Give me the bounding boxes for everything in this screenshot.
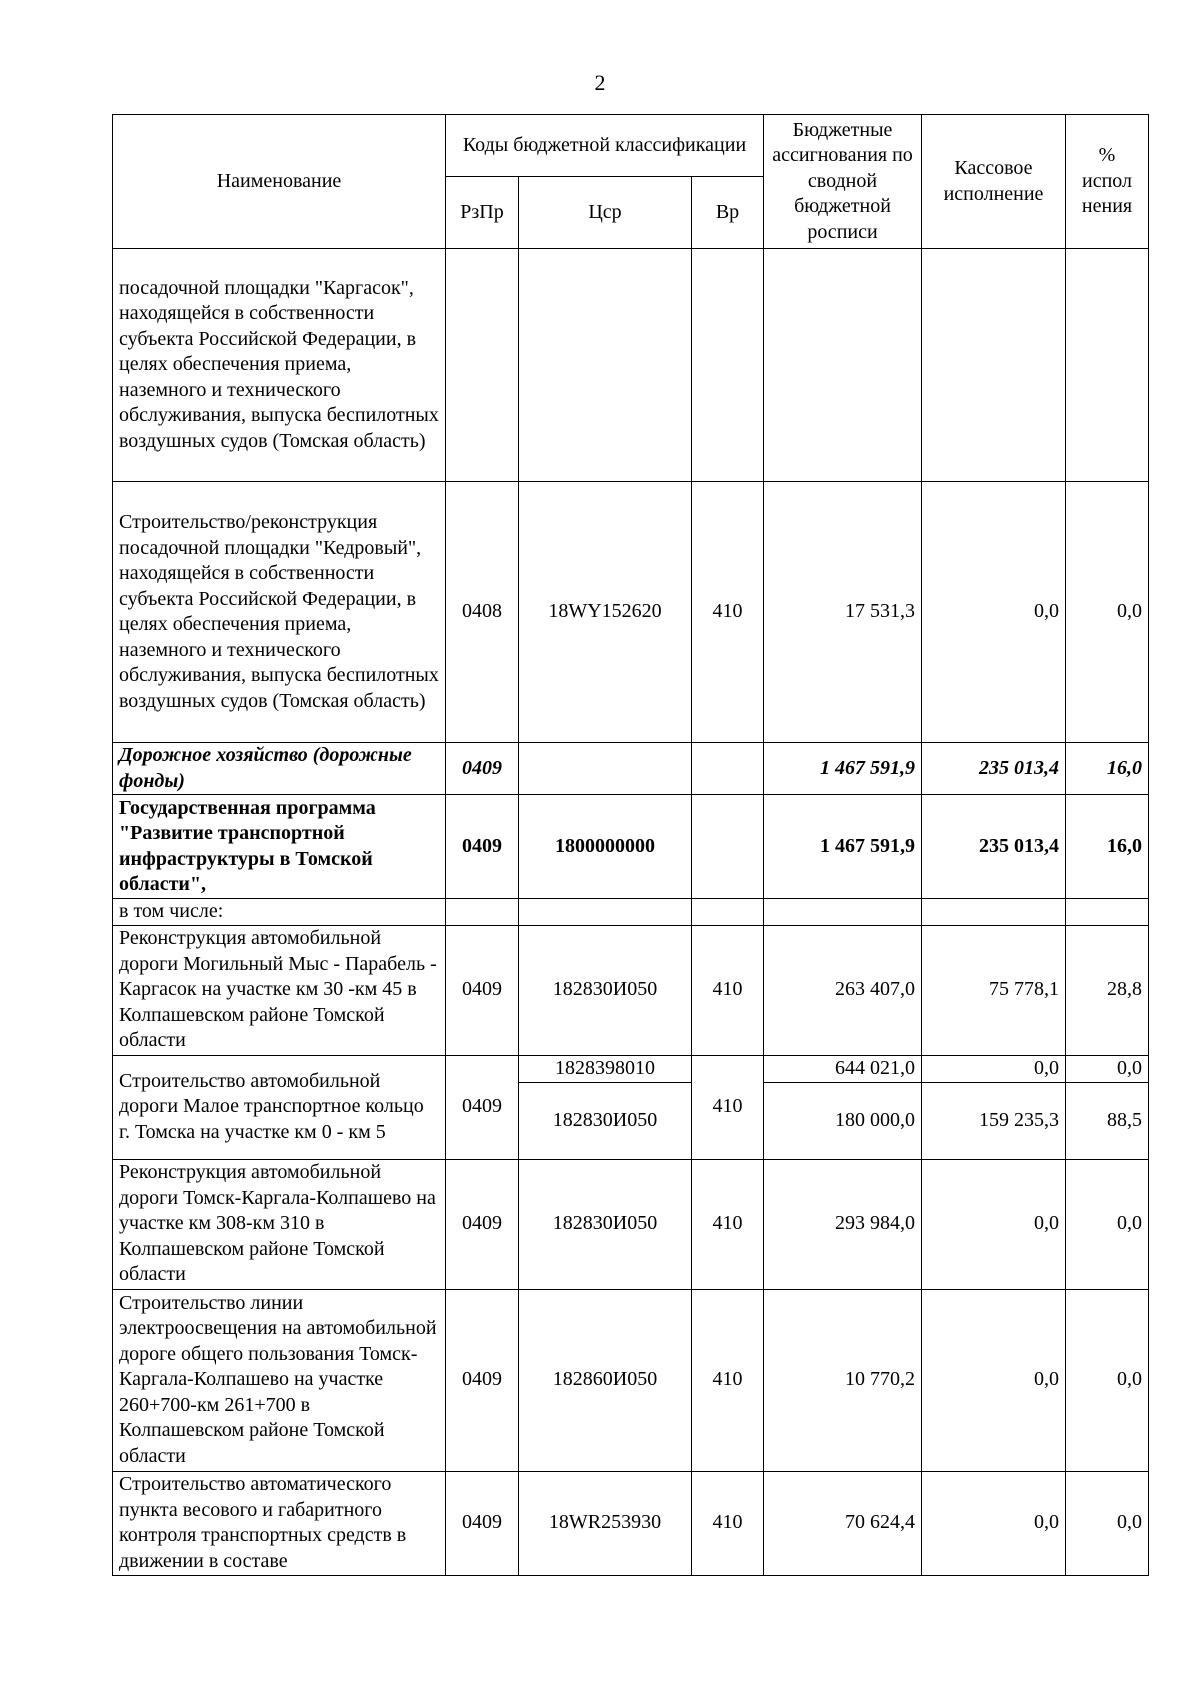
header-codes: Коды бюджетной классификации: [446, 115, 764, 177]
row-csr: [519, 899, 692, 926]
row-name: в том числе:: [113, 899, 446, 926]
row-rzpr: [446, 899, 519, 926]
row-vr: 410: [692, 1289, 764, 1471]
row-cash: 0,0: [922, 1289, 1066, 1471]
row-cash: 75 778,1: [922, 925, 1066, 1055]
row-assign: 1 467 591,9: [764, 743, 922, 795]
table-row: [113, 899, 1149, 926]
table-row: [113, 1471, 1149, 1575]
row-rzpr: 0408: [446, 482, 519, 743]
row-assign: 644 021,0: [764, 1055, 922, 1082]
row-assign: 293 984,0: [764, 1159, 922, 1289]
page-number: 2: [594, 70, 606, 95]
row-csr: 18WY152620: [519, 482, 692, 743]
row-rzpr: 0409: [446, 925, 519, 1055]
table-row: [113, 1055, 1149, 1082]
header-assignments: Бюджетные ассигнования по сводной бюджетной росписи: [764, 115, 922, 249]
row-csr: 182830И050: [519, 1082, 692, 1159]
row-name: Реконструкция автомобильной дороги Могильный Мыс - Парабель - Каргасок на участке км 30 -км 45 в Колпашевском районе Томской области: [113, 925, 446, 1055]
row-pct: 0,0: [1066, 1055, 1149, 1082]
row-pct: 0,0: [1066, 1471, 1149, 1575]
row-assign: [764, 249, 922, 482]
header-name: Наименование: [113, 115, 446, 249]
row-pct: 16,0: [1066, 795, 1149, 899]
row-pct: [1066, 249, 1149, 482]
row-csr: 1828398010: [519, 1055, 692, 1082]
row-pct: 0,0: [1066, 1289, 1149, 1471]
row-csr: 182830И050: [519, 1159, 692, 1289]
row-name: Строительство автоматического пункта весового и габаритного контроля транспортных средств в движении в составе: [113, 1471, 446, 1575]
table-row: [113, 1159, 1149, 1289]
row-csr: 1800000000: [519, 795, 692, 899]
row-rzpr: [446, 249, 519, 482]
table-row: [113, 743, 1149, 795]
row-cash: 235 013,4: [922, 743, 1066, 795]
row-rzpr: 0409: [446, 1055, 519, 1159]
row-name: Государственная программа "Развитие транспортной инфраструктуры в Томской области",: [113, 795, 446, 899]
header-rzpr: РзПр: [446, 177, 519, 249]
row-name: посадочной площадки "Каргасок", находящейся в собственности субъекта Российской Федерации, в целях обеспечения приема, наземного и технического обслуживания, выпуска беспилотных воздушных судов (Томская область): [113, 249, 446, 482]
row-vr: [692, 899, 764, 926]
row-vr: 410: [692, 925, 764, 1055]
row-vr: [692, 795, 764, 899]
row-assign: 17 531,3: [764, 482, 922, 743]
row-rzpr: 0409: [446, 1471, 519, 1575]
row-vr: [692, 249, 764, 482]
row-assign: 1 467 591,9: [764, 795, 922, 899]
row-assign: 263 407,0: [764, 925, 922, 1055]
row-rzpr: 0409: [446, 1289, 519, 1471]
row-pct: 88,5: [1066, 1082, 1149, 1159]
row-cash: 0,0: [922, 1471, 1066, 1575]
row-pct: 28,8: [1066, 925, 1149, 1055]
row-assign: 70 624,4: [764, 1471, 922, 1575]
row-rzpr: 0409: [446, 795, 519, 899]
row-csr: [519, 249, 692, 482]
row-pct: 16,0: [1066, 743, 1149, 795]
row-cash: 0,0: [922, 482, 1066, 743]
header-csr: Цср: [519, 177, 692, 249]
row-rzpr: 0409: [446, 743, 519, 795]
table-row: [113, 1289, 1149, 1471]
row-pct: 0,0: [1066, 482, 1149, 743]
row-cash: 235 013,4: [922, 795, 1066, 899]
row-vr: 410: [692, 1159, 764, 1289]
header-cash: Кассовое исполнение: [922, 115, 1066, 249]
row-csr: 182830И050: [519, 925, 692, 1055]
row-name: Строительство/реконструкция посадочной площадки "Кедровый", находящейся в собственности субъекта Российской Федерации, в целях обеспечения приема, наземного и технического обслуживания, выпуска беспилотных воздушных судов (Томская область): [113, 482, 446, 743]
row-vr: 410: [692, 482, 764, 743]
row-name: Дорожное хозяйство (дорожные фонды): [113, 743, 446, 795]
header-percent: [1066, 115, 1149, 249]
row-assign: 10 770,2: [764, 1289, 922, 1471]
row-pct: 0,0: [1066, 1159, 1149, 1289]
row-name: Строительство линии электроосвещения на автомобильной дороге общего пользования Томск-Каргала-Колпашево на участке 260+700-км 261+700 в Колпашевском районе Томской области: [113, 1289, 446, 1471]
row-name: Строительство автомобильной дороги Малое транспортное кольцо г. Томска на участке км 0 - км 5: [113, 1055, 446, 1159]
table-row: [113, 925, 1149, 1055]
row-csr: [519, 743, 692, 795]
table-row: [113, 249, 1149, 482]
budget-table: [112, 114, 1149, 1576]
header-percent-label: % испол нения: [1081, 144, 1133, 218]
table-row: [113, 482, 1149, 743]
row-cash: [922, 899, 1066, 926]
row-cash: 0,0: [922, 1159, 1066, 1289]
row-csr: 18WR253930: [519, 1471, 692, 1575]
row-csr: 182860И050: [519, 1289, 692, 1471]
row-assign: 180 000,0: [764, 1082, 922, 1159]
row-cash: 159 235,3: [922, 1082, 1066, 1159]
row-vr: 410: [692, 1055, 764, 1159]
header-vr: Вр: [692, 177, 764, 249]
row-vr: 410: [692, 1471, 764, 1575]
row-cash: 0,0: [922, 1055, 1066, 1082]
row-assign: [764, 899, 922, 926]
row-pct: [1066, 899, 1149, 926]
row-cash: [922, 249, 1066, 482]
row-name: Реконструкция автомобильной дороги Томск-Каргала-Колпашево на участке км 308-км 310 в Колпашевском районе Томской области: [113, 1159, 446, 1289]
row-rzpr: 0409: [446, 1159, 519, 1289]
table-row: [113, 795, 1149, 899]
row-vr: [692, 743, 764, 795]
